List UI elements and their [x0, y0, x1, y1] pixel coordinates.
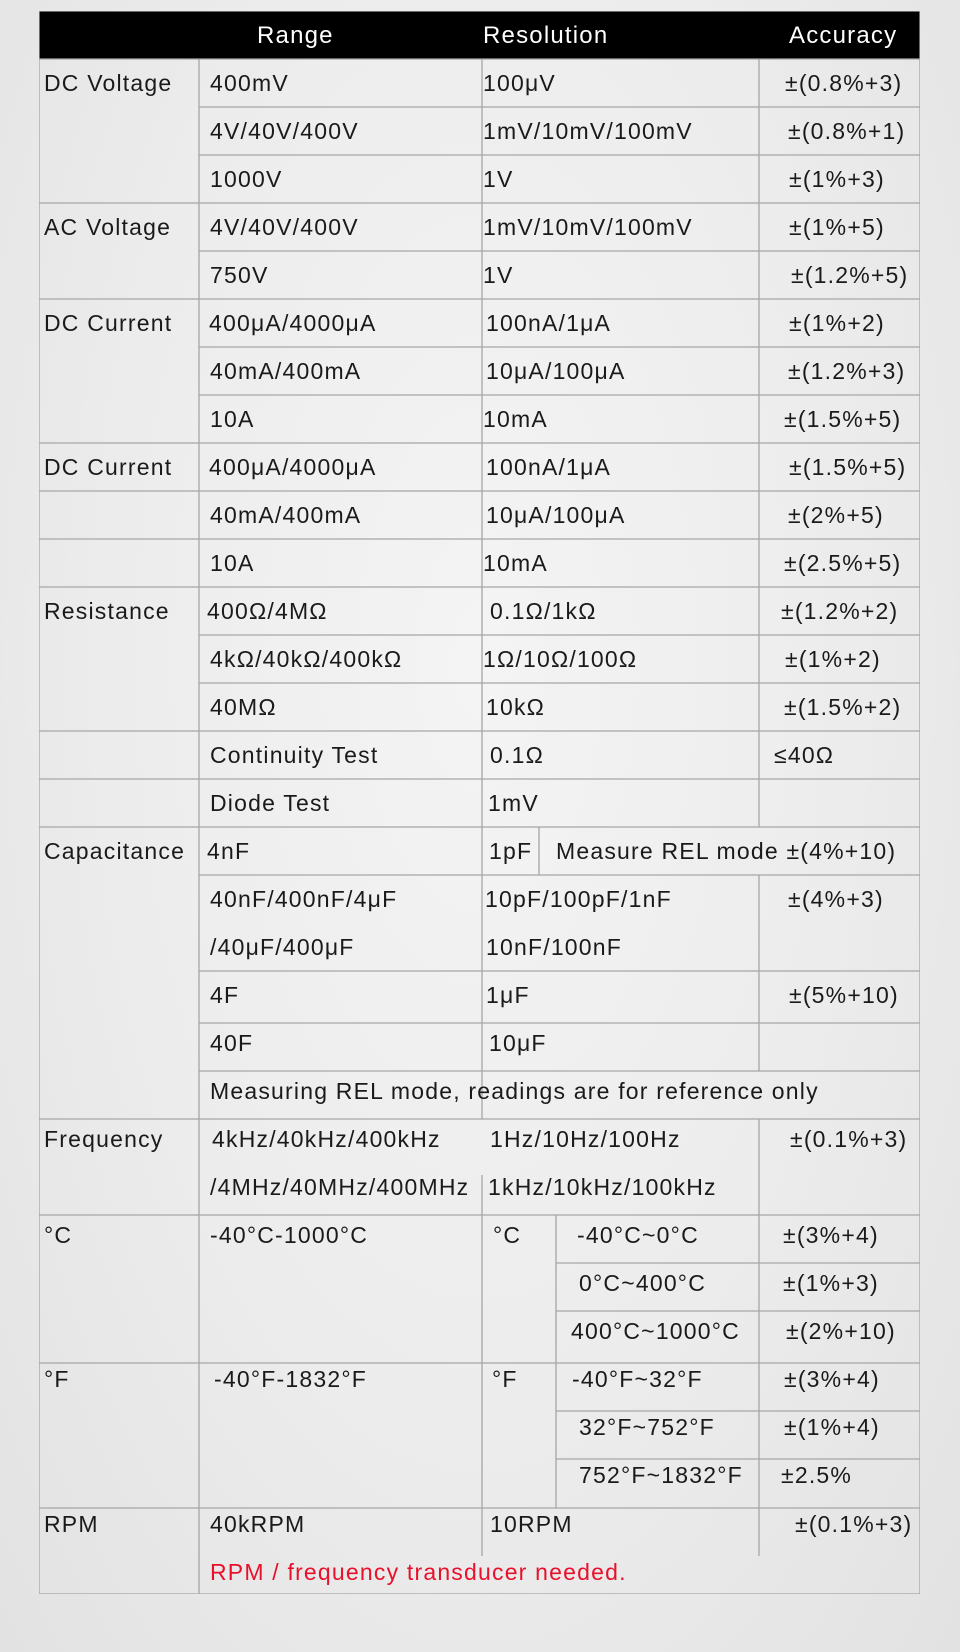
- dc-current-accuracy-1: ±(1%+2): [789, 310, 885, 336]
- fahrenheit-range: -40°F-1832°F: [214, 1366, 367, 1392]
- dc-current-2-range-2: 40mA/400mA: [210, 502, 362, 528]
- dc-voltage-label: DC Voltage: [44, 70, 173, 96]
- dc-current-2-range-3: 10A: [210, 550, 255, 576]
- resistance-range-2: 4kΩ/40kΩ/400kΩ: [210, 646, 403, 672]
- dc-voltage-accuracy-1: ±(0.8%+3): [785, 70, 903, 96]
- rpm-resolution: 10RPM: [490, 1511, 573, 1537]
- dc-current-2-accuracy-2: ±(2%+5): [788, 502, 884, 528]
- dc-current-range-1: 400μA/4000μA: [209, 310, 377, 336]
- fahrenheit-accuracy-3: ±2.5%: [781, 1462, 853, 1488]
- fahrenheit-label: °F: [44, 1366, 70, 1392]
- dc-current-2-resolution-1: 100nA/1μA: [486, 454, 612, 480]
- header-accuracy: Accuracy: [789, 22, 898, 49]
- ac-voltage-range-1: 4V/40V/400V: [210, 214, 359, 240]
- capacitance-range-1: 4nF: [207, 838, 251, 864]
- table-header-bar: [39, 11, 920, 59]
- ac-voltage-accuracy-1: ±(1%+5): [789, 214, 885, 240]
- dc-voltage-range-1: 400mV: [210, 70, 289, 96]
- rpm-accuracy: ±(0.1%+3): [795, 1511, 913, 1537]
- capacitance-label: Capacitance: [44, 838, 186, 864]
- resistance-resolution-2: 1Ω/10Ω/100Ω: [483, 646, 638, 672]
- fahrenheit-span-3: 752°F~1832°F: [579, 1462, 743, 1488]
- rpm-note: RPM / frequency transducer needed.: [210, 1559, 627, 1585]
- continuity-resolution: 0.1Ω: [490, 742, 544, 768]
- dc-voltage-range-3: 1000V: [210, 166, 283, 192]
- dc-current-label: DC Current: [44, 310, 173, 336]
- ac-voltage-resolution-1: 1mV/10mV/100mV: [483, 214, 693, 240]
- frequency-resolution-a: 1Hz/10Hz/100Hz: [490, 1126, 681, 1152]
- diode-range: Diode Test: [210, 790, 331, 816]
- frequency-accuracy: ±(0.1%+3): [790, 1126, 908, 1152]
- celsius-label: °C: [44, 1222, 73, 1248]
- ac-voltage-label: AC Voltage: [44, 214, 172, 240]
- celsius-span-2: 0°C~400°C: [579, 1270, 707, 1296]
- header-range: Range: [257, 22, 334, 49]
- celsius-range: -40°C-1000°C: [210, 1222, 369, 1248]
- dc-current-resolution-1: 100nA/1μA: [486, 310, 612, 336]
- capacitance-range-3: 4F: [210, 982, 240, 1008]
- dc-current-2-range-1: 400μA/4000μA: [209, 454, 377, 480]
- dc-current-2-resolution-3: 10mA: [483, 550, 548, 576]
- resistance-accuracy-3: ±(1.5%+2): [784, 694, 902, 720]
- capacitance-accuracy-3: ±(5%+10): [789, 982, 899, 1008]
- dc-voltage-resolution-3: 1V: [483, 166, 514, 192]
- celsius-span-3: 400°C~1000°C: [571, 1318, 740, 1344]
- dc-voltage-accuracy-3: ±(1%+3): [789, 166, 885, 192]
- dc-current-resolution-2: 10μA/100μA: [486, 358, 626, 384]
- capacitance-resolution-1: 1pF: [489, 838, 533, 864]
- fahrenheit-unit: °F: [492, 1366, 518, 1392]
- capacitance-accuracy-1: Measure REL mode ±(4%+10): [556, 838, 897, 864]
- resistance-accuracy-2: ±(1%+2): [785, 646, 881, 672]
- celsius-accuracy-2: ±(1%+3): [783, 1270, 879, 1296]
- capacitance-resolution-2a: 10pF/100pF/1nF: [485, 886, 672, 912]
- capacitance-resolution-3: 1μF: [486, 982, 530, 1008]
- resistance-label: Resistance: [44, 598, 170, 624]
- continuity-range: Continuity Test: [210, 742, 379, 768]
- continuity-accuracy: ≤40Ω: [774, 742, 835, 768]
- dc-current-2-accuracy-1: ±(1.5%+5): [789, 454, 907, 480]
- capacitance-note: Measuring REL mode, readings are for reference only: [210, 1078, 819, 1104]
- celsius-accuracy-1: ±(3%+4): [783, 1222, 879, 1248]
- rpm-label: RPM: [44, 1511, 99, 1537]
- dc-current-2-label: DC Current: [44, 454, 173, 480]
- dc-current-range-2: 40mA/400mA: [210, 358, 362, 384]
- dc-voltage-accuracy-2: ±(0.8%+1): [788, 118, 906, 144]
- resistance-accuracy-1: ±(1.2%+2): [781, 598, 899, 624]
- frequency-range-a: 4kHz/40kHz/400kHz: [212, 1126, 441, 1152]
- dc-voltage-resolution-1: 100μV: [483, 70, 556, 96]
- capacitance-resolution-4: 10μF: [489, 1030, 547, 1056]
- header-resolution: Resolution: [483, 22, 609, 49]
- frequency-range-b: /4MHz/40MHz/400MHz: [210, 1174, 470, 1200]
- resistance-resolution-1: 0.1Ω/1kΩ: [490, 598, 597, 624]
- grid-lines: [39, 11, 920, 1594]
- ac-voltage-accuracy-2: ±(1.2%+5): [791, 262, 909, 288]
- resistance-range-1: 400Ω/4MΩ: [207, 598, 328, 624]
- dc-current-range-3: 10A: [210, 406, 255, 432]
- ac-voltage-resolution-2: 1V: [483, 262, 514, 288]
- celsius-unit: °C: [493, 1222, 522, 1248]
- dc-voltage-range-2: 4V/40V/400V: [210, 118, 359, 144]
- capacitance-range-4: 40F: [210, 1030, 254, 1056]
- fahrenheit-span-1: -40°F~32°F: [572, 1366, 703, 1392]
- capacitance-accuracy-2: ±(4%+3): [788, 886, 884, 912]
- resistance-range-3: 40MΩ: [210, 694, 277, 720]
- ac-voltage-range-2: 750V: [210, 262, 269, 288]
- resistance-resolution-3: 10kΩ: [486, 694, 546, 720]
- capacitance-range-2a: 40nF/400nF/4μF: [210, 886, 398, 912]
- dc-current-resolution-3: 10mA: [483, 406, 548, 432]
- fahrenheit-accuracy-2: ±(1%+4): [784, 1414, 880, 1440]
- capacitance-resolution-2b: 10nF/100nF: [486, 934, 623, 960]
- rpm-range: 40kRPM: [210, 1511, 306, 1537]
- celsius-accuracy-3: ±(2%+10): [786, 1318, 896, 1344]
- dc-current-accuracy-2: ±(1.2%+3): [788, 358, 906, 384]
- capacitance-range-2b: /40μF/400μF: [210, 934, 355, 960]
- diode-resolution: 1mV: [488, 790, 539, 816]
- dc-current-2-accuracy-3: ±(2.5%+5): [784, 550, 902, 576]
- celsius-span-1: -40°C~0°C: [577, 1222, 699, 1248]
- fahrenheit-span-2: 32°F~752°F: [579, 1414, 715, 1440]
- frequency-resolution-b: 1kHz/10kHz/100kHz: [488, 1174, 717, 1200]
- dc-current-accuracy-3: ±(1.5%+5): [784, 406, 902, 432]
- dc-voltage-resolution-2: 1mV/10mV/100mV: [483, 118, 693, 144]
- fahrenheit-accuracy-1: ±(3%+4): [784, 1366, 880, 1392]
- frequency-label: Frequency: [44, 1126, 164, 1152]
- spec-table: [39, 11, 920, 1594]
- dc-current-2-resolution-2: 10μA/100μA: [486, 502, 626, 528]
